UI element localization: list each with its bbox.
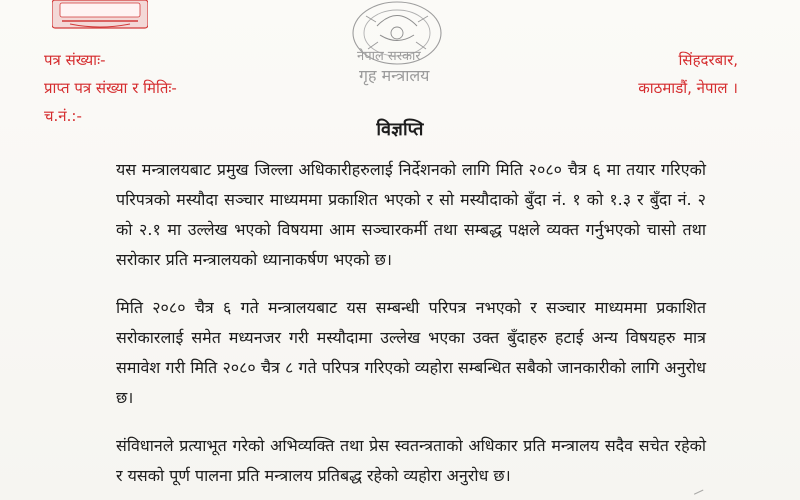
dispatch-number-label: च.नं.:- [44, 107, 82, 125]
office-location [638, 46, 738, 102]
letter-number-label: पत्र संख्याः- [44, 51, 106, 69]
paragraph-1: यस मन्त्रालयबाट प्रमुख जिल्ला अधिकारीहरुलाई निर्देशनको लागि मिति २०८० चैत्र ६ मा तयार गरिएको परिपत्रको मस्यौदा सञ्चार माध्यममा प्रकाशित भएको र सो मस्यौदाको बुँदा नं. १ को १.३ र बुँदा नं. २ को २.१ मा उल्लेख भएको विषयमा आम सञ्चारकर्मी तथा सम्बद्ध पक्षले व्यक्त गर्नुभएको चासो तथा सरोकार प्रति मन्त्रालयको ध्यानाकर्षण भएको छ। [116, 160, 706, 269]
received-letter-label: प्राप्त पत्र संख्या र मितिः- [44, 79, 177, 97]
seal-line-1: नेपाल सरकार [357, 49, 421, 64]
location-line-2: काठमाडौं, नेपाल । [638, 79, 738, 97]
ministry-seal-text [342, 44, 462, 86]
notice-body [116, 155, 706, 500]
paragraph-2: मिति २०८० चैत्र ६ गते मन्त्रालयबाट यस सम्बन्धी परिपत्र नभएको र सञ्चार माध्यममा प्रकाशित सरोकारलाई समेत मध्यनजर गरी मस्यौदामा उल्लेख भएका उक्त बुँदाहरु हटाई अन्य विषयहरु मात्र समावेश गरी मिति २०८० चैत्र ८ गते परिपत्र गरिएको व्यहोरा सम्बन्धित सबैको जानकारीको लागि अनुरोध छ। [116, 298, 706, 407]
location-line-1: सिंहदरबार, [678, 51, 738, 69]
seal-line-2: गृह मन्त्रालय [359, 66, 430, 85]
notice-title: विज्ञप्ति [376, 119, 424, 140]
paragraph-3: संविधानले प्रत्याभूत गरेको अभिव्यक्ति तथा प्रेस स्वतन्त्रताको अधिकार प्रति मन्त्रालय सदैव सचेत रहेको र यसको पूर्ण पालना प्रति मन्त्रालय प्रतिबद्ध रहेको व्यहोरा अनुरोध छ। [116, 436, 706, 485]
government-logo-icon [52, 0, 148, 34]
